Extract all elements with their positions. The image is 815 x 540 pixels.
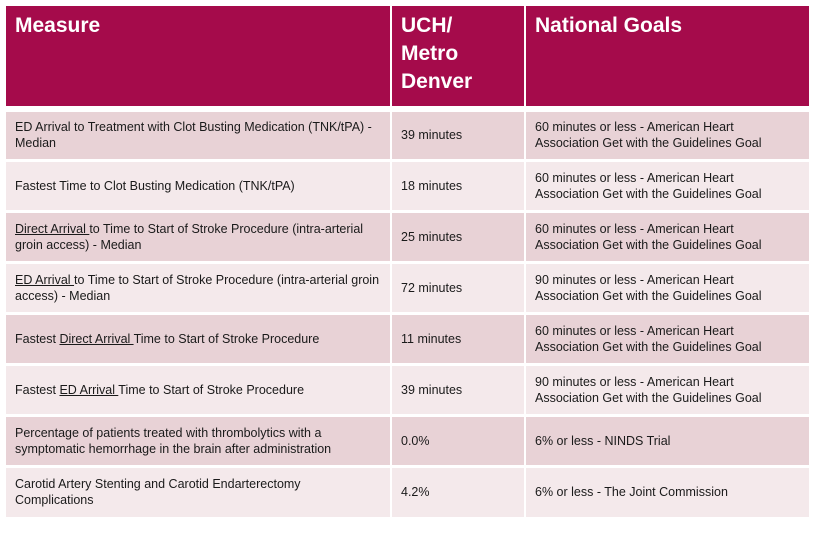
measure-underlined: Direct Arrival [15, 221, 90, 236]
table-row [6, 262, 809, 313]
header-uch-line2: Metro [401, 42, 459, 65]
uch-value-cell: 18 minutes [391, 160, 525, 211]
goal-cell: 90 minutes or less - American Heart Association Get with the Guidelines Goal [525, 364, 809, 415]
measure-text-rest: to Time to Start of Stroke Procedure (intra-arterial groin access) - Median [15, 221, 364, 252]
header-uch-line1: UCH/ [401, 14, 453, 37]
measure-cell [6, 313, 391, 364]
uch-value-cell: 39 minutes [391, 364, 525, 415]
goal-cell: 60 minutes or less - American Heart Association Get with the Guidelines Goal [525, 313, 809, 364]
stroke-measures-table-wrap [6, 6, 809, 517]
uch-value-cell: 39 minutes [391, 109, 525, 160]
table-row [6, 466, 809, 517]
measure-text-rest: Time to Start of Stroke Procedure [133, 331, 320, 346]
uch-value-cell: 11 minutes [391, 313, 525, 364]
measure-cell [6, 211, 391, 262]
measure-cell [6, 109, 391, 160]
measure-text: ED Arrival to Treatment with Clot Busting Medication (TNK/tPA) - Median [15, 120, 372, 151]
goal-cell: 6% or less - NINDS Trial [525, 415, 809, 466]
measure-cell [6, 466, 391, 517]
measure-cell [6, 415, 391, 466]
goal-cell: 6% or less - The Joint Commission [525, 466, 809, 517]
uch-value-cell: 25 minutes [391, 211, 525, 262]
measure-text: Carotid Artery Stenting and Carotid Endarterectomy Complications [15, 477, 301, 508]
measure-underlined: ED Arrival [15, 272, 75, 287]
measure-text-rest: to Time to Start of Stroke Procedure (intra-arterial groin access) - Median [15, 272, 380, 303]
measure-underlined: Direct Arrival [59, 331, 134, 346]
goal-cell: 60 minutes or less - American Heart Association Get with the Guidelines Goal [525, 160, 809, 211]
measure-cell [6, 364, 391, 415]
measure-text: Fastest [15, 382, 60, 397]
header-measure: Measure [6, 6, 391, 109]
goal-cell: 60 minutes or less - American Heart Association Get with the Guidelines Goal [525, 211, 809, 262]
stroke-measures-table [6, 6, 809, 517]
measure-text: Percentage of patients treated with thrombolytics with a symptomatic hemorrhage in the brain after administration [15, 425, 332, 456]
measure-text-rest: Time to Start of Stroke Procedure [118, 382, 305, 397]
uch-value-cell: 0.0% [391, 415, 525, 466]
measure-underlined: ED Arrival [59, 382, 119, 397]
header-uch-line3: Denver [401, 70, 473, 93]
header-row [6, 6, 809, 109]
table-row [6, 211, 809, 262]
table-row [6, 364, 809, 415]
goal-cell: 90 minutes or less - American Heart Association Get with the Guidelines Goal [525, 262, 809, 313]
measure-text: Fastest Time to Clot Busting Medication (TNK/tPA) [15, 178, 295, 193]
table-row [6, 313, 809, 364]
uch-value-cell: 72 minutes [391, 262, 525, 313]
table-row [6, 160, 809, 211]
table-row [6, 415, 809, 466]
measure-text: Fastest [15, 331, 60, 346]
goal-cell: 60 minutes or less - American Heart Association Get with the Guidelines Goal [525, 109, 809, 160]
measure-cell [6, 262, 391, 313]
header-uch-metro-denver [391, 6, 525, 109]
measure-cell [6, 160, 391, 211]
header-national-goals: National Goals [525, 6, 809, 109]
uch-value-cell: 4.2% [391, 466, 525, 517]
table-row [6, 109, 809, 160]
